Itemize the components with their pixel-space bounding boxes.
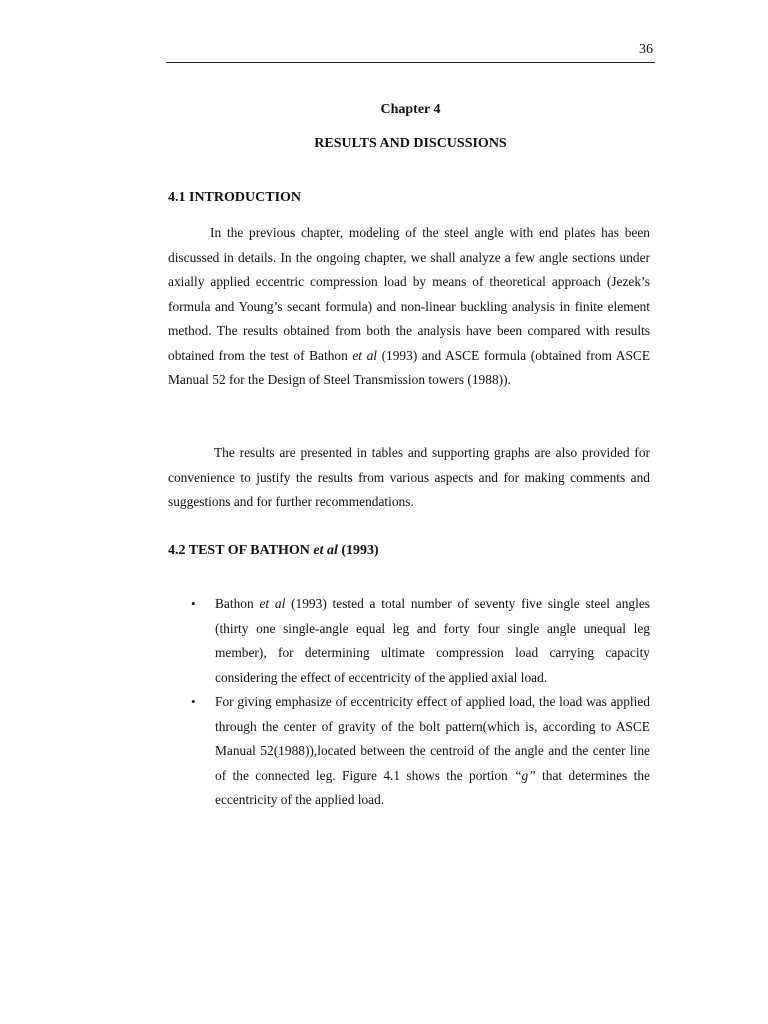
bullet-2-text-a: For giving emphasize of eccentricity effect of applied load, the load was applied through the center of gravity of the bolt pattern(which is, according to ASCE Manual 52(1988)),located between the centroid of the angle and the center line of the connected leg. Figure 4.1 shows the portion [215, 694, 650, 783]
list-item [0, 592, 768, 690]
intro-paragraph-2: The results are presented in tables and supporting graphs are also provided for convenience to justify the results from various aspects and for making comments and suggestions and for further recommendations. [168, 445, 650, 509]
heading-text-b: (1993) [337, 543, 379, 558]
heading-et-al: et al [313, 543, 338, 558]
bullet-2-g-symbol: “g” [514, 767, 536, 783]
bullet-icon: • [191, 596, 196, 611]
bullet-1-text-a: Bathon [215, 596, 260, 611]
bullet-1-et-al: et al [259, 596, 286, 611]
bullet-text-2 [215, 690, 650, 813]
bullet-icon: • [191, 694, 196, 709]
bullet-list [0, 592, 768, 813]
chapter-label: Chapter 4 [380, 102, 441, 117]
section-heading-test-of-bathon [168, 542, 379, 560]
bullet-text-1 [215, 592, 650, 690]
header-rule [166, 62, 655, 63]
intro-paragraph-1-text-a: In the previous chapter, modeling of the steel angle with end plates has been discussed in details. In the ongoing chapter, we shall analyze a few angle sections under axially applied eccentric compression load by means of theoretical approach (Jezek’s formula and Young’s secant formula) and non-linear buckling analysis in finite element method. The results obtained from both the analysis have been compared with results obtained from the test of Bathon [168, 225, 650, 363]
intro-paragraph-1-et-al: et al [352, 347, 378, 363]
page-number: 36 [639, 42, 653, 57]
heading-text-a: 4.2 TEST OF BATHON [168, 543, 314, 558]
intro-paragraph-1 [168, 221, 650, 393]
bullet-1-text-b: (1993) tested a total number of seventy five single steel angles (thirty one single-angle equal leg and forty four single angle unequal leg member), for determining ultimate compression load carrying capacity considering the effect of eccentricity of the applied axial load. [215, 596, 650, 685]
section-heading-introduction: 4.1 INTRODUCTION [168, 190, 302, 205]
list-item [0, 690, 768, 813]
intro-paragraph-1-text-b: (1993) and ASCE formula (obtained from ASCE Manual 52 for the Design of Steel Transmission towers (1988)). [168, 347, 651, 387]
chapter-title: RESULTS AND DISCUSSIONS [314, 136, 507, 151]
bullet-2-text-b: that determines the eccentricity of the applied load. [215, 767, 650, 807]
